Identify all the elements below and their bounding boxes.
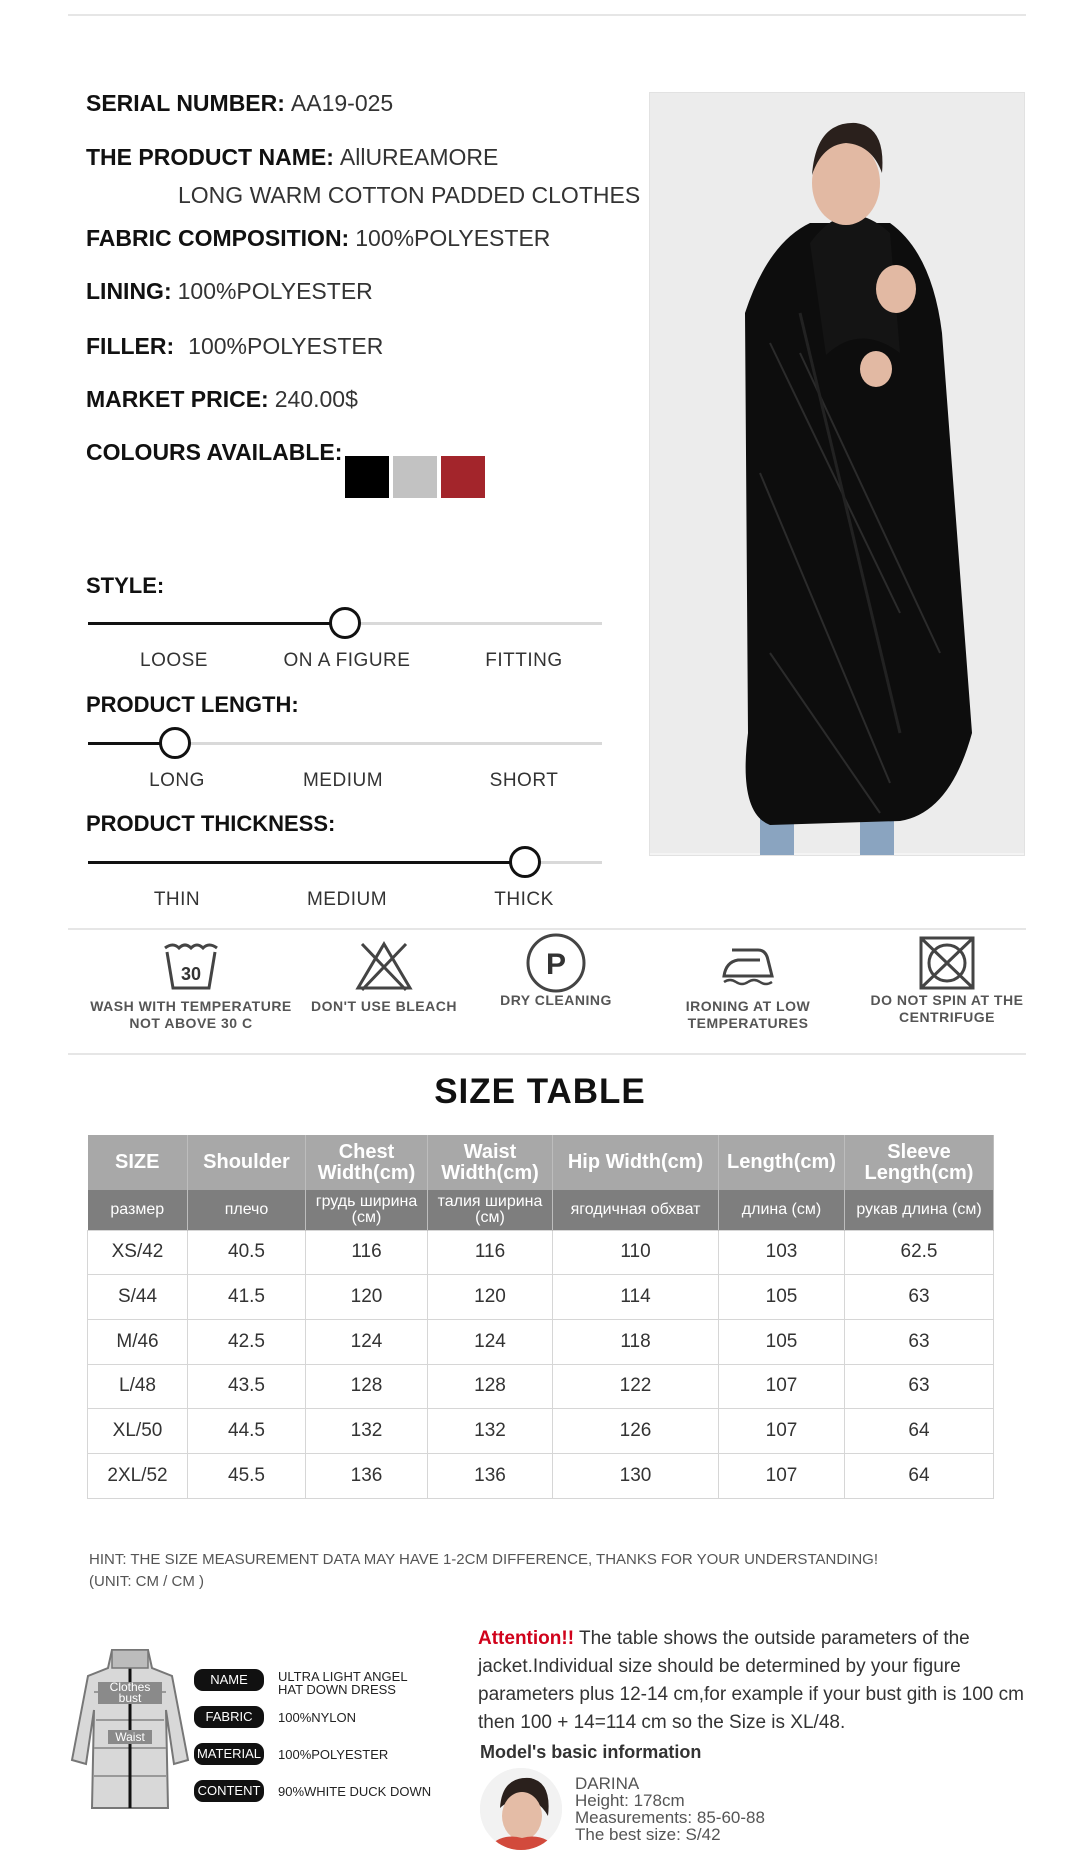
hint-line2: (UNIT: CM / CM ) — [89, 1573, 204, 1590]
style-slider[interactable] — [88, 622, 602, 625]
table-cell: 105 — [719, 1319, 845, 1364]
table-cell: 118 — [553, 1319, 719, 1364]
table-cell: 114 — [553, 1275, 719, 1320]
header-sleeve: Sleeve Length(cm) — [845, 1135, 994, 1190]
diagram-name-value: ULTRA LIGHT ANGEL HAT DOWN DRESS — [278, 1669, 408, 1697]
style-label-fitting: FITTING — [485, 650, 563, 671]
style-label-loose: LOOSE — [140, 650, 208, 671]
care-dry-clean-text: DRY CLEANING — [500, 992, 612, 1008]
table-cell: 64 — [845, 1453, 994, 1498]
serial-number: SERIAL NUMBER: AA19-025 — [86, 90, 394, 116]
thickness-label-thick: THICK — [494, 889, 554, 910]
style-label-on-a-figure: ON A FIGURE — [283, 650, 411, 671]
care-no-centrifuge — [842, 940, 1052, 1026]
thickness-slider-fill — [88, 861, 525, 864]
diagram-content-pill: CONTENT — [194, 1780, 264, 1802]
attention-text: The table shows the outside parameters of the jacket.Individual size should be determined by your figure parameters plus 12-14 cm,for example if your bust gith is 100 cm then 100 + 14=114 cm so the Size is XL/48. — [478, 1628, 1024, 1733]
table-cell: 136 — [306, 1453, 428, 1498]
filler: FILLER: 100%POLYESTER — [86, 333, 384, 359]
table-cell: 103 — [719, 1230, 845, 1275]
size-table-header-ru — [88, 1190, 994, 1230]
table-cell: 110 — [553, 1230, 719, 1275]
table-cell: S/44 — [88, 1275, 188, 1320]
colour-swatch-red[interactable] — [441, 456, 485, 498]
model-best-size: The best size: S/42 — [575, 1825, 721, 1844]
fabric-composition: FABRIC COMPOSITION: 100%POLYESTER — [86, 225, 551, 251]
header-ru-hip: ягодичная обхват — [553, 1190, 719, 1230]
table-cell: 44.5 — [188, 1409, 306, 1454]
style-slider-knob[interactable] — [329, 607, 361, 639]
header-ru-length: длина (см) — [719, 1190, 845, 1230]
no-bleach-icon — [354, 940, 414, 992]
size-table — [87, 1135, 994, 1499]
style-title: STYLE: — [86, 573, 165, 598]
table-cell: 62.5 — [845, 1230, 994, 1275]
thickness-label-medium: MEDIUM — [306, 889, 388, 910]
dry-clean-icon — [525, 932, 587, 994]
diagram-material-pill: MATERIAL — [194, 1743, 264, 1765]
care-dry-clean — [451, 940, 661, 1009]
table-row — [88, 1453, 994, 1498]
table-cell: 45.5 — [188, 1453, 306, 1498]
product-photo — [649, 92, 1025, 856]
table-cell: 64 — [845, 1409, 994, 1454]
table-cell: 107 — [719, 1364, 845, 1409]
table-cell: M/46 — [88, 1319, 188, 1364]
table-cell: 105 — [719, 1275, 845, 1320]
table-row — [88, 1230, 994, 1275]
table-cell: XL/50 — [88, 1409, 188, 1454]
diagram-name-pill: NAME — [194, 1669, 264, 1691]
care-no-centrifuge-text: DO NOT SPIN AT THE CENTRIFUGE — [870, 992, 1024, 1025]
header-ru-shoulder: плечо — [188, 1190, 306, 1230]
table-cell: 120 — [428, 1275, 553, 1320]
length-slider[interactable] — [88, 742, 602, 745]
care-top-divider — [68, 928, 1026, 930]
length-slider-knob[interactable] — [159, 727, 191, 759]
table-cell: 42.5 — [188, 1319, 306, 1364]
model-face-image — [480, 1768, 562, 1850]
length-title: PRODUCT LENGTH: — [86, 692, 299, 717]
size-table-header-en — [88, 1135, 994, 1190]
diagram-content-value: 90%WHITE DUCK DOWN — [278, 1784, 432, 1799]
top-divider — [68, 14, 1026, 16]
lining: LINING: 100%POLYESTER — [86, 278, 373, 304]
table-cell: 132 — [306, 1409, 428, 1454]
table-cell: 41.5 — [188, 1275, 306, 1320]
length-label-short: SHORT — [489, 770, 559, 791]
length-label-long: LONG — [149, 770, 205, 791]
care-iron-low-text: IRONING AT LOW TEMPERATURES — [685, 998, 811, 1031]
colour-swatch-black[interactable] — [345, 456, 389, 498]
dry-clean-letter: P — [545, 948, 567, 981]
hint-line1: HINT: THE SIZE MEASUREMENT DATA MAY HAVE 1-2CM DIFFERENCE, THANKS FOR YOUR UNDERSTANDING! — [89, 1551, 878, 1568]
product-name-line2: LONG WARM COTTON PADDED CLOTHES — [178, 182, 641, 208]
care-iron-low — [643, 940, 853, 1032]
table-cell: 116 — [306, 1230, 428, 1275]
care-no-bleach-text: DON'T USE BLEACH — [311, 998, 457, 1014]
model-avatar — [480, 1768, 562, 1850]
table-cell: 2XL/52 — [88, 1453, 188, 1498]
thickness-slider-knob[interactable] — [509, 846, 541, 878]
table-row — [88, 1275, 994, 1320]
table-cell: 116 — [428, 1230, 553, 1275]
colours-available: COLOURS AVAILABLE: — [86, 439, 343, 465]
table-cell: 128 — [306, 1364, 428, 1409]
model-height: Height: 178cm — [575, 1791, 685, 1810]
table-cell: 130 — [553, 1453, 719, 1498]
header-ru-sleeve: рукав длина (см) — [845, 1190, 994, 1230]
model-name: DARINA — [575, 1774, 640, 1793]
model-info-title: Model's basic information — [480, 1742, 702, 1762]
table-cell: 40.5 — [188, 1230, 306, 1275]
table-cell: 63 — [845, 1275, 994, 1320]
model-in-coat-image — [650, 93, 1025, 856]
iron-low-icon — [718, 940, 778, 992]
table-row — [88, 1319, 994, 1364]
diagram-fabric-pill: FABRIC — [194, 1706, 264, 1728]
diagram-bust-label: Clothes bust — [98, 1682, 162, 1704]
no-tumble-dry-icon — [917, 934, 977, 992]
thickness-slider[interactable] — [88, 861, 602, 864]
table-cell: 63 — [845, 1319, 994, 1364]
model-lines — [575, 1775, 765, 1843]
table-cell: 126 — [553, 1409, 719, 1454]
table-cell: 124 — [428, 1319, 553, 1364]
diagram-fabric-value: 100%NYLON — [278, 1710, 357, 1725]
table-row — [88, 1409, 994, 1454]
table-cell: 107 — [719, 1409, 845, 1454]
attention-prefix: Attention!! — [478, 1628, 575, 1649]
style-slider-fill — [88, 622, 345, 625]
care-wash-30 — [86, 940, 296, 1032]
attention-note — [478, 1625, 1038, 1737]
table-cell: 128 — [428, 1364, 553, 1409]
header-waist: Waist Width(cm) — [428, 1135, 553, 1190]
table-cell: 107 — [719, 1453, 845, 1498]
table-cell: XS/42 — [88, 1230, 188, 1275]
table-cell: 124 — [306, 1319, 428, 1364]
table-cell: L/48 — [88, 1364, 188, 1409]
care-bottom-divider — [68, 1053, 1026, 1055]
header-size: SIZE — [88, 1135, 188, 1190]
thickness-label-thin: THIN — [153, 889, 201, 910]
diagram-material-value: 100%POLYESTER — [278, 1747, 389, 1762]
table-cell: 132 — [428, 1409, 553, 1454]
header-length: Length(cm) — [719, 1135, 845, 1190]
wash-30-icon — [161, 940, 221, 992]
header-ru-chest: грудь ширина (см) — [306, 1190, 428, 1230]
header-chest: Chest Width(cm) — [306, 1135, 428, 1190]
table-cell: 43.5 — [188, 1364, 306, 1409]
diagram-waist-label: Waist — [108, 1730, 152, 1744]
header-shoulder: Shoulder — [188, 1135, 306, 1190]
header-ru-size: размер — [88, 1190, 188, 1230]
thickness-title: PRODUCT THICKNESS: — [86, 811, 336, 836]
header-hip: Hip Width(cm) — [553, 1135, 719, 1190]
market-price: MARKET PRICE: 240.00$ — [86, 386, 358, 412]
table-cell: 120 — [306, 1275, 428, 1320]
colour-swatch-grey[interactable] — [393, 456, 437, 498]
table-cell: 136 — [428, 1453, 553, 1498]
header-ru-waist: талия ширина (см) — [428, 1190, 553, 1230]
table-cell: 63 — [845, 1364, 994, 1409]
table-cell: 122 — [553, 1364, 719, 1409]
model-measurements: Measurements: 85-60-88 — [575, 1808, 765, 1827]
size-table-title: SIZE TABLE — [434, 1072, 646, 1111]
wash-30-temp: 30 — [180, 964, 202, 984]
length-label-medium: MEDIUM — [302, 770, 384, 791]
product-name: THE PRODUCT NAME: AllUREAMORE — [86, 144, 499, 170]
garment-diagram — [60, 1640, 200, 1820]
care-wash-30-text: WASH WITH TEMPERATURE NOT ABOVE 30 C — [90, 998, 292, 1031]
table-row — [88, 1364, 994, 1409]
